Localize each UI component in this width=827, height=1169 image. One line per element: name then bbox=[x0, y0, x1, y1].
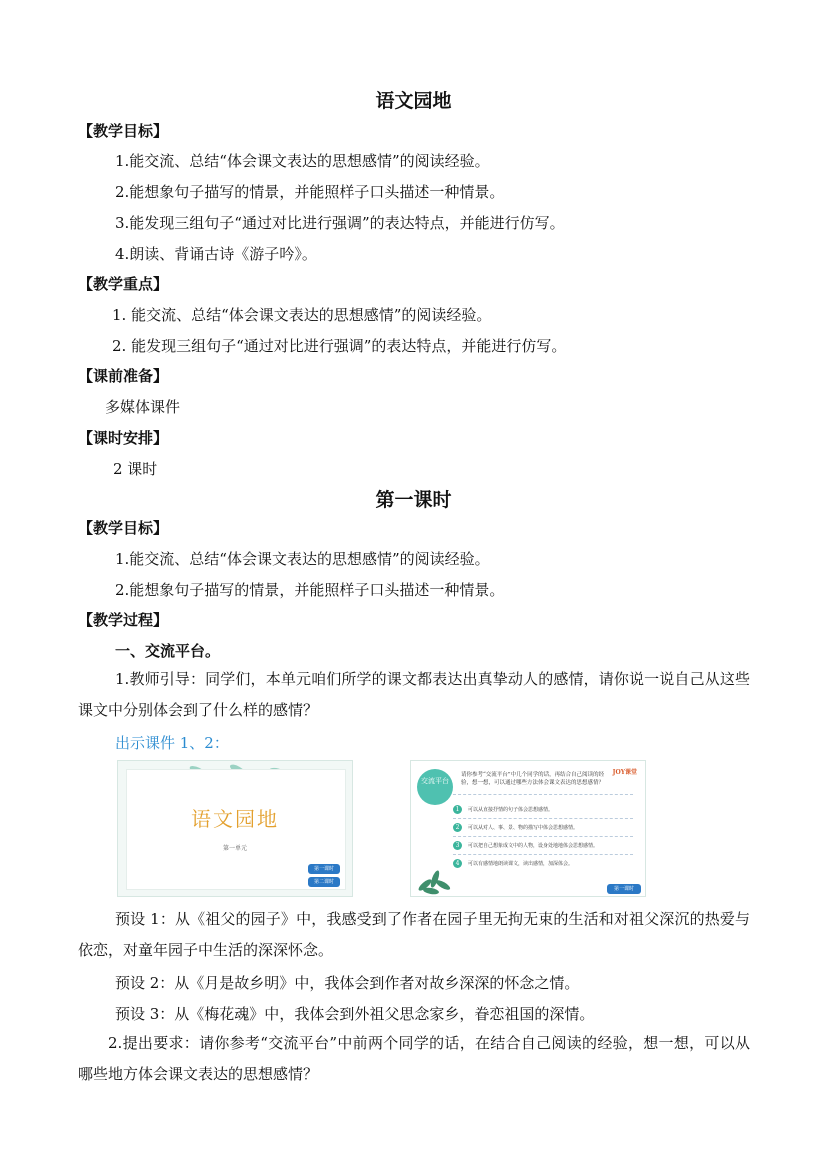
slide-2-lesson-button: 第一课时 bbox=[607, 884, 641, 894]
slide-2-badge: 交流平台 bbox=[417, 769, 453, 805]
goal-item: 1.能交流、总结“体会课文表达的思想感情”的阅读经验。 bbox=[115, 550, 490, 568]
slide-2-item: 3 可以把自己想象成文中的人物，设身处地地体会思想感情。 bbox=[453, 841, 598, 851]
divider bbox=[453, 854, 633, 855]
key-item: 1. 能交流、总结“体会课文表达的思想感情”的阅读经验。 bbox=[112, 306, 492, 324]
goal-item: 3.能发现三组句子“通过对比进行强调”的表达特点，并能进行仿写。 bbox=[115, 214, 565, 232]
slide-thumbnail-2 bbox=[410, 760, 646, 897]
slide-1-subtitle: 第一单元 bbox=[222, 845, 247, 852]
lesson-title: 第一课时 bbox=[375, 489, 452, 511]
slide-thumbnail-1 bbox=[117, 760, 353, 897]
plant-decoration-icon bbox=[415, 861, 455, 897]
section-heading-prep: 【课前准备】 bbox=[78, 367, 169, 385]
slide-2-item: 2 可以从对人、事、景、物的描写中体会思想感情。 bbox=[453, 823, 578, 833]
time-text: 2 课时 bbox=[113, 460, 158, 478]
slide-2-item: 1 可以从直接抒情的句子体会思想感情。 bbox=[453, 805, 553, 815]
paragraph: 1.教师引导：同学们，本单元咱们所学的课文都表达出真挚动人的感情，请你说一说自己从这些课文中分别体会到了什么样的感情？ bbox=[78, 670, 750, 719]
goal-item: 1.能交流、总结“体会课文表达的思想感情”的阅读经验。 bbox=[115, 152, 490, 170]
paragraph: 2.提出要求：请你参考“交流平台”中前两个同学的话，在结合自己阅读的经验，想一想，可以从哪些地方体会课文表达的思想感情？ bbox=[78, 1034, 750, 1083]
divider bbox=[453, 836, 633, 837]
main-title: 语文园地 bbox=[375, 90, 452, 112]
divider bbox=[453, 818, 633, 819]
section-heading-time: 【课时安排】 bbox=[78, 429, 169, 447]
slide-2-heading: 请你参考“交流平台”中几个同学的话，再结合自己阅读的经验，想一想，可以通过哪些方法体会课文表达的思想感情？ bbox=[461, 772, 605, 786]
prep-text: 多媒体课件 bbox=[105, 398, 181, 416]
paragraph: 预设 3：从《梅花魂》中，我体会到外祖父思念家乡，眷恋祖国的深情。 bbox=[115, 1005, 595, 1023]
slide-2-logo: JOY课堂 bbox=[612, 769, 637, 776]
slide-2-item: 4 可以有感情地朗读课文，读出感情，加深体会。 bbox=[453, 859, 573, 869]
goal-item: 4.朗读、背诵古诗《游子吟》。 bbox=[115, 245, 317, 263]
key-item: 2. 能发现三组句子“通过对比进行强调”的表达特点，并能进行仿写。 bbox=[112, 337, 567, 355]
paragraph: 预设 1：从《祖父的园子》中，我感受到了作者在园子里无拘无束的生活和对祖父深沉的热爱与依恋，对童年园子中生活的深深怀念。 bbox=[78, 910, 750, 959]
goal-item: 2.能想象句子描写的情景，并能照样子口头描述一种情景。 bbox=[115, 581, 505, 599]
slide-1-lesson2-button: 第二课时 bbox=[308, 877, 340, 887]
section-heading-keys: 【教学重点】 bbox=[78, 275, 169, 293]
divider bbox=[453, 794, 633, 795]
slide-1-title: 语文园地 bbox=[191, 807, 279, 831]
section-heading-process: 【教学过程】 bbox=[78, 611, 169, 629]
step-heading: 一、交流平台。 bbox=[115, 642, 221, 660]
slide-1-lesson1-button: 第一课时 bbox=[308, 864, 340, 874]
paragraph: 预设 2：从《月是故乡明》中，我体会到作者对故乡深深的怀念之情。 bbox=[115, 974, 580, 992]
show-slides-note: 出示课件 1、2： bbox=[115, 734, 229, 752]
section-heading-goals-2: 【教学目标】 bbox=[78, 519, 169, 537]
goal-item: 2.能想象句子描写的情景，并能照样子口头描述一种情景。 bbox=[115, 183, 505, 201]
section-heading-goals: 【教学目标】 bbox=[78, 122, 169, 140]
